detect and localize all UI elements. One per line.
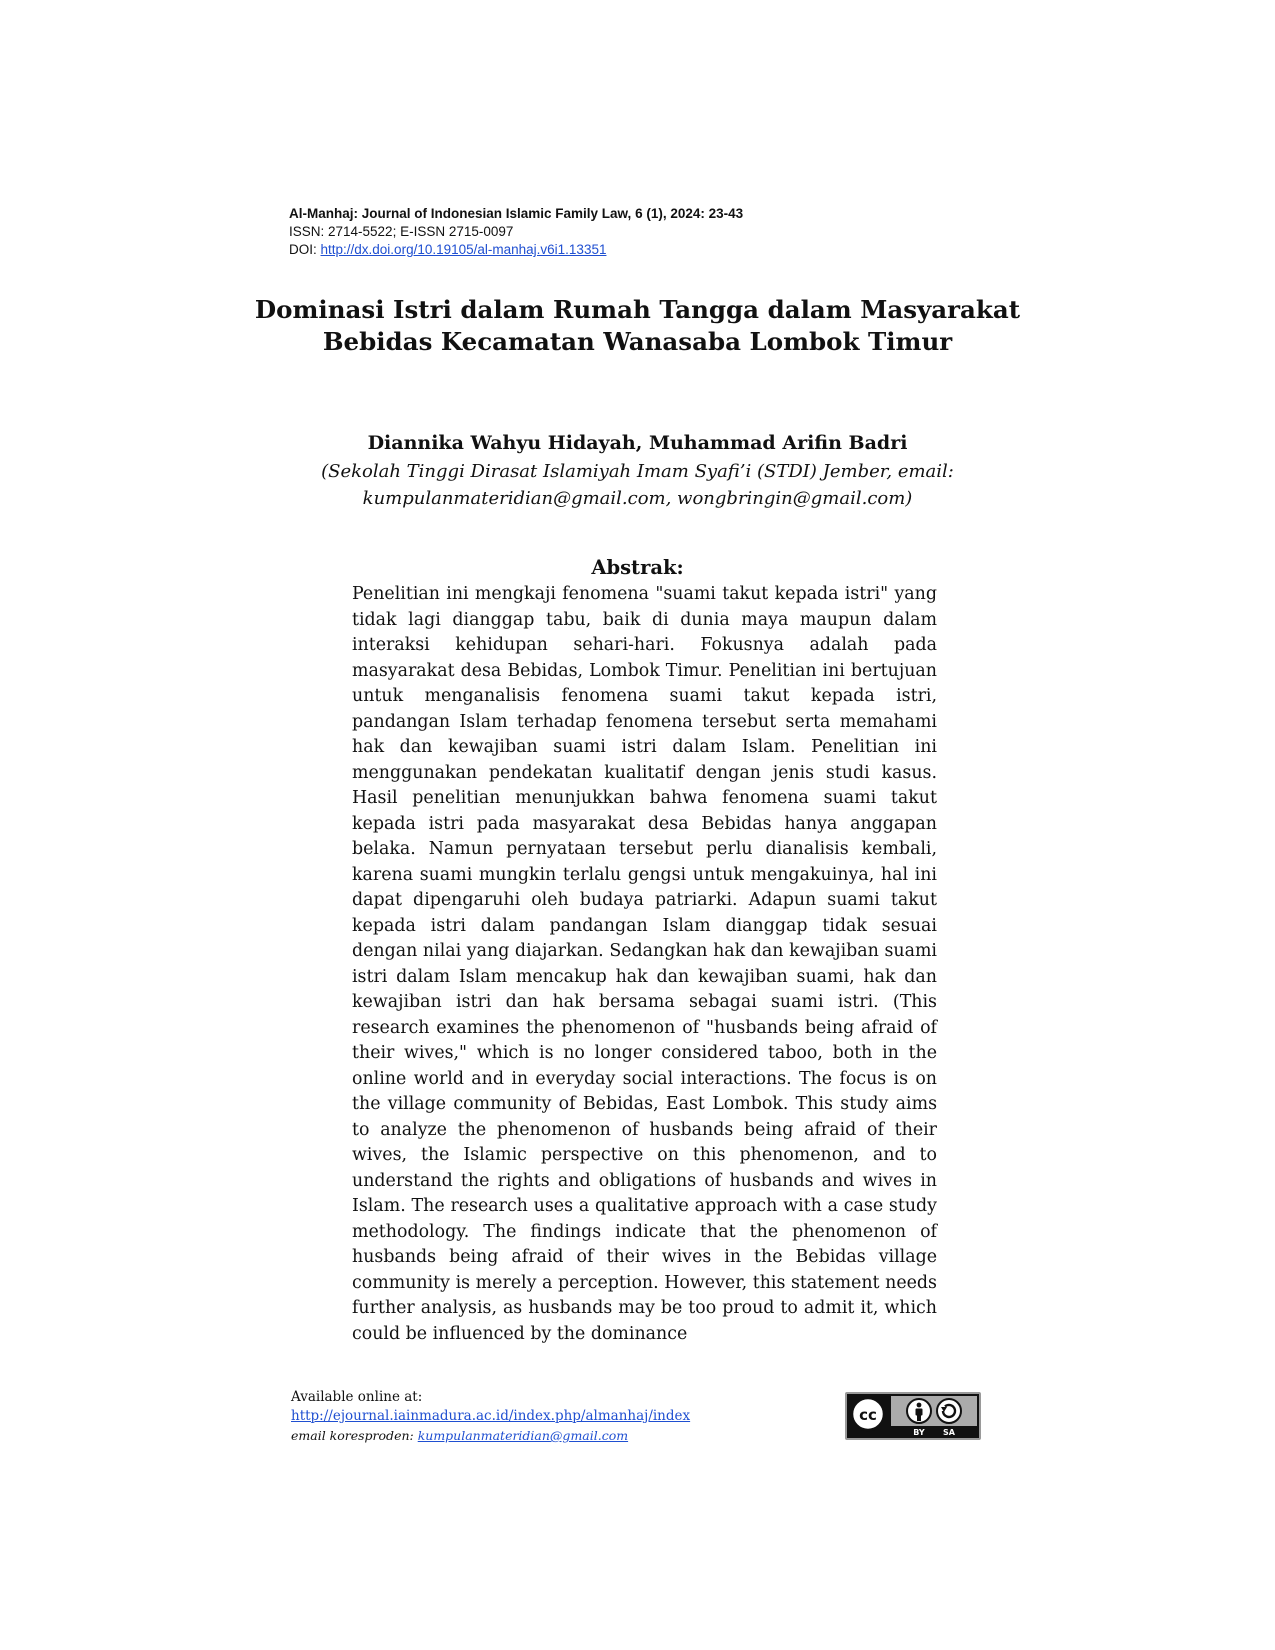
doi-label: DOI: [289, 242, 321, 257]
affiliation-line-1: (Sekolah Tinggi Dirasat Islamiyah Imam Syafi’i (STDI) Jember, email: [321, 461, 954, 482]
cc-label: cc [859, 1406, 877, 1424]
attribution-icon [907, 1399, 931, 1423]
issn-line: ISSN: 2714-5522; E-ISSN 2715-0097 [289, 224, 514, 239]
affiliation-line-2: kumpulanmateridian@gmail.com, wongbringin@gmail.com) [362, 488, 913, 509]
available-online-label: Available online at: [291, 1389, 423, 1405]
cc-by-sa-icon[interactable] [845, 1392, 981, 1440]
affiliation [280, 458, 995, 512]
journal-header [289, 205, 743, 259]
journal-url-link[interactable]: http://ejournal.iainmadura.ac.id/index.php/almanhaj/index [291, 1408, 691, 1424]
abstract-text: Penelitian ini mengkaji fenomena "suami takut kepada istri" yang tidak lagi dianggap tabu, baik di dunia maya maupun dalam interaksi kehidupan sehari-hari. Fokusnya adalah pada masyarakat desa Bebidas, Lombok Timur. Penelitian ini bertujuan untuk menganalisis fenomena suami takut kepada istri, pandangan Islam terhadap fenomena tersebut serta memahami hak dan kewajiban suami istri dalam Islam. Penelitian ini menggunakan pendekatan kualitatif dengan jenis studi kasus. Hasil penelitian menunjukkan bahwa fenomena suami takut kepada istri pada masyarakat desa Bebidas hanya anggapan belaka. Namun pernyataan tersebut perlu dianalisis kembali, karena suami mungkin terlalu gengsi untuk mengakuinya, hal ini dapat dipengaruhi oleh budaya patriarki. Adapun suami takut kepada istri dalam pandangan Islam dianggap tidak sesuai dengan nilai yang diajarkan. Sedangkan hak dan kewajiban suami istri dalam Islam mencakup hak dan kewajiban suami, hak dan kewajiban istri dan hak bersama sebagai suami istri. (This research examines the phenomenon of "husbands being afraid of their wives," which is no longer considered taboo, both in the online world and in everyday social interactions. The focus is on the village community of Bebidas, East Lombok. This study aims to analyze the phenomenon of husbands being afraid of their wives, the Islamic perspective on this phenomenon, and to understand the rights and obligations of husbands and wives in Islam. The research uses a qualitative approach with a case study methodology. The findings indicate that the phenomenon of husbands being afraid of their wives in the Bebidas village community is merely a perception. However, this statement needs further analysis, as husbands may be too proud to admit it, which could be influenced by the dominance [352, 584, 937, 1344]
page-footer [291, 1388, 690, 1446]
article-title [240, 294, 1035, 358]
email-label: email koresproden: [291, 1428, 418, 1443]
title-line-2: Bebidas Kecamatan Wanasaba Lombok Timur [322, 327, 953, 356]
by-label: BY [913, 1428, 925, 1437]
authors: Diannika Wahyu Hidayah, Muhammad Arifin Badri [367, 432, 908, 454]
doi-link[interactable]: http://dx.doi.org/10.19105/al-manhaj.v6i1.13351 [320, 242, 607, 257]
share-alike-icon [937, 1399, 961, 1423]
doi-line [289, 241, 743, 259]
title-line-1: Dominasi Istri dalam Rumah Tangga dalam Masyarakat [254, 295, 1021, 324]
sa-label: SA [943, 1428, 955, 1437]
abstract-heading: Abstrak: [591, 556, 684, 579]
correspondent-email-link[interactable]: kumpulanmateridian@gmail.com [417, 1428, 629, 1443]
journal-citation: Al-Manhaj: Journal of Indonesian Islamic Family Law, 6 (1), 2024: 23-43 [289, 206, 744, 221]
